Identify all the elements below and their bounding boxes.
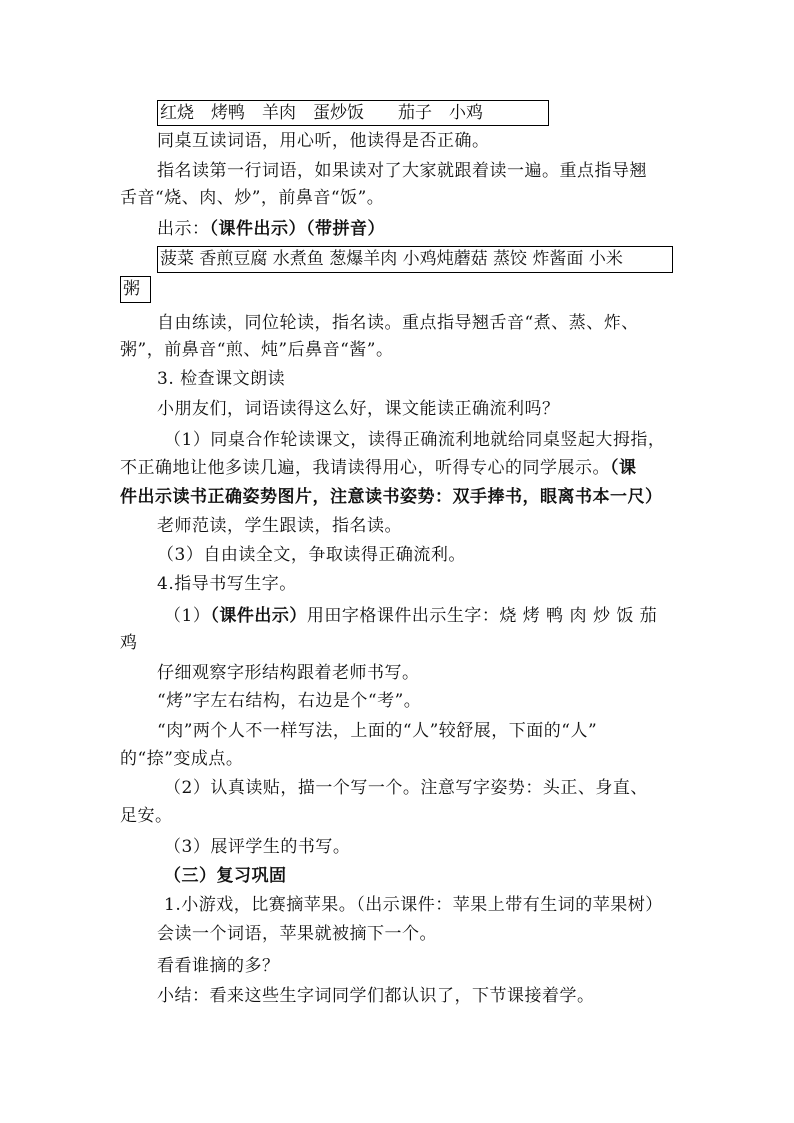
vocabulary-box-2 [157, 246, 673, 273]
text-line: （3）自由读全文，争取读得正确流利。 [157, 545, 466, 565]
show-label: 出示： [157, 219, 210, 239]
vocabulary-words-2-overflow: 粥 [123, 279, 140, 299]
text-line: 自由练读，同位轮读，指名读。重点指导翘舌音“煮、蒸、炸、 [157, 313, 639, 333]
text-line [164, 603, 724, 629]
text-line: 老师范读，学生跟读，指名读。 [157, 516, 402, 536]
vocabulary-words-1: 红烧 烤鸭 羊肉 蛋炒饭 茄子 小鸡 [160, 103, 483, 123]
text-line: 会读一个词语，苹果就被摘下一个。 [157, 924, 437, 944]
text-line: 同桌互读词语，用心听，他读得是否正确。 [157, 131, 490, 151]
text-line: （1）同桌合作轮读课文，读得正确流利地就给同桌竖起大拇指， [164, 430, 666, 450]
courseware-note: （课件出示）（带拼音） [209, 219, 385, 239]
text-line: 指名读第一行词语，如果读对了大家就跟着读一遍。重点指导翘 [157, 161, 647, 181]
courseware-note: （课 [610, 458, 637, 478]
section-heading: 3. 检查课文朗读 [157, 369, 286, 389]
text-line: 足安。 [120, 806, 173, 826]
text-line: 看看谁摘的多？ [157, 956, 280, 976]
vocabulary-box-1 [157, 100, 549, 126]
text-line: 仔细观察字形结构跟着老师书写。 [157, 663, 420, 683]
text-line [120, 455, 680, 481]
text-span: （1） [164, 606, 211, 626]
text-span: 用田字格课件出示生字：烧 烤 鸭 肉 炒 饭 茄 [306, 606, 658, 626]
text-line: 粥”，前鼻音“煎、炖”后鼻音“酱”。 [120, 340, 394, 360]
courseware-note-line: 件出示读书正确姿势图片，注意读书姿势：双手捧书，眼离书本一尺） [120, 487, 663, 507]
text-line: 舌音“烧、肉、炒”，前鼻音“饭”。 [120, 188, 385, 208]
text-line: 的“捺”变成点。 [120, 749, 244, 769]
vocabulary-words-2: 菠菜 香煎豆腐 水煮鱼 葱爆羊肉 小鸡炖蘑菇 蒸饺 炸酱面 小米 [160, 249, 623, 269]
text-span: 不正确地让他多读几遍，我请读得用心，听得专心的同学展示。 [120, 458, 610, 478]
text-line: 1.小游戏，比赛摘苹果。（出示课件：苹果上带有生词的苹果树） [164, 895, 663, 915]
section-heading: （三）复习巩固 [164, 866, 287, 886]
text-line: “肉”两个人不一样写法，上面的“人”较舒展，下面的“人” [157, 721, 598, 741]
text-line: 小朋友们，词语读得这么好，课文能读正确流利吗？ [157, 399, 560, 419]
text-line: 小结：看来这些生字词同学们都认识了，下节课接着学。 [157, 986, 595, 1006]
text-line: 鸡 [120, 633, 138, 653]
vocabulary-box-2-overflow [120, 276, 151, 303]
text-line: （2）认真读贴，描一个写一个。注意写字姿势：头正、身直、 [164, 778, 648, 798]
text-line [157, 216, 717, 242]
text-line: （3）展评学生的书写。 [164, 837, 351, 857]
courseware-note: （课件出示） [210, 606, 307, 626]
text-line: “烤”字左右结构，右边是个“考”。 [157, 691, 422, 711]
section-heading: 4.指导书写生字。 [157, 574, 297, 594]
